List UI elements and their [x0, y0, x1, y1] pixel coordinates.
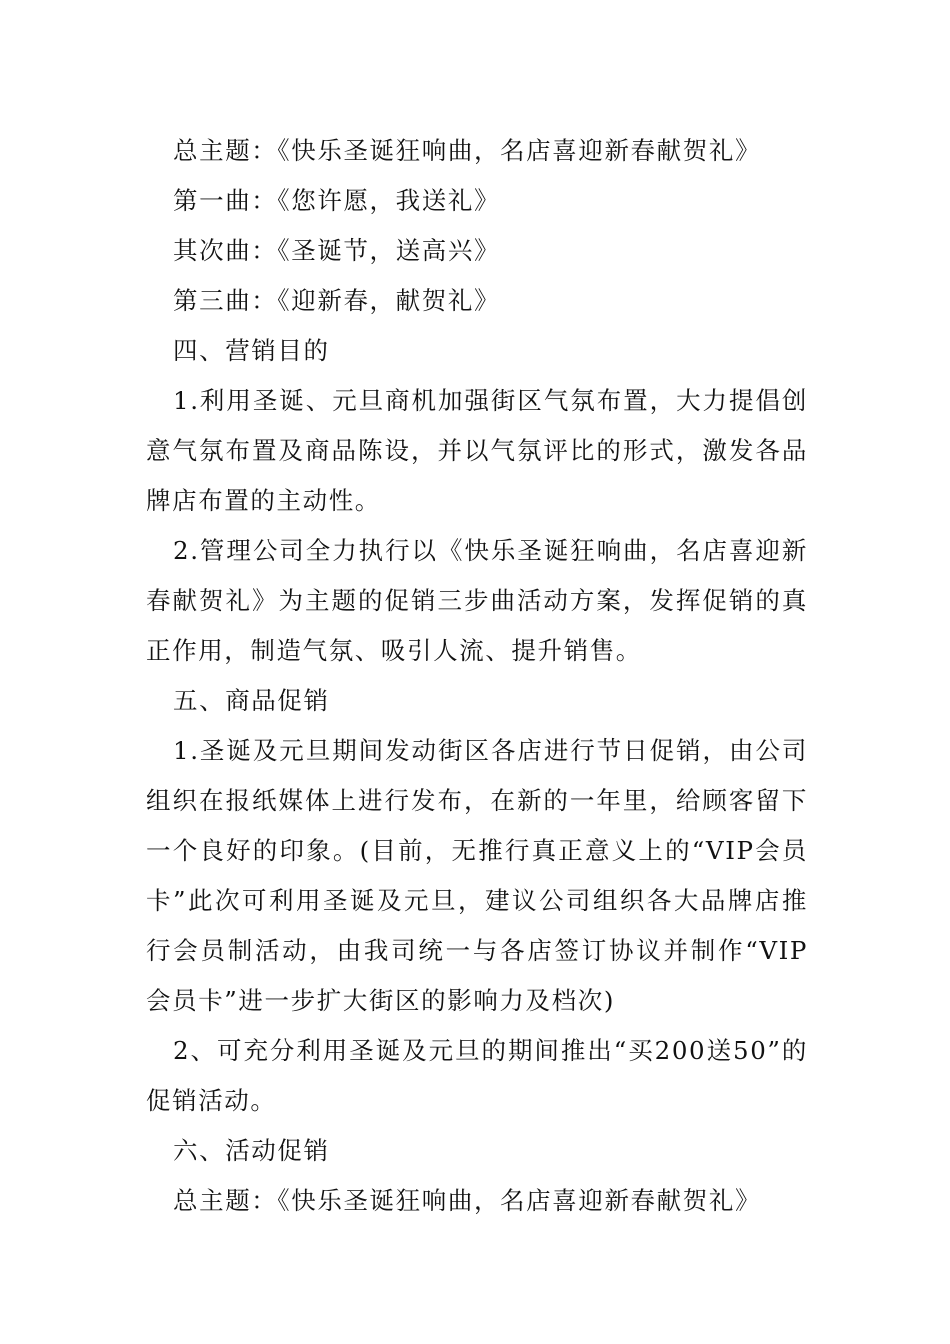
first-song-line: 第一曲：《您许愿，我送礼》: [173, 186, 501, 215]
product-promotion-paragraph-1: 1.圣诞及元旦期间发动街区各店进行节日促销，由公司组织在报纸媒体上进行发布，在新的一年里，给顾客留下一个良好的印象。(目前，无推行真正意义上的“VIP会员卡”此次可利用圣诞及元旦，建议公司组织各大品牌店推行会员制活动，由我司统一与各店签订协议并制作“VIP会员卡”进一步扩大街区的影响力及档次): [146, 736, 808, 1015]
document-body: [146, 126, 808, 1226]
section-heading-marketing-goals: 四、营销目的: [173, 336, 330, 365]
theme-line: 总主题：《快乐圣诞狂响曲，名店喜迎新春献贺礼》: [173, 136, 762, 165]
event-theme-line: 总主题：《快乐圣诞狂响曲，名店喜迎新春献贺礼》: [173, 1186, 762, 1215]
marketing-goal-paragraph-1: 1.利用圣诞、元旦商机加强街区气氛布置，大力提倡创意气氛布置及商品陈设，并以气氛评比的形式，激发各品牌店布置的主动性。: [146, 386, 808, 515]
third-song-line: 第三曲：《迎新春，献贺礼》: [173, 286, 501, 315]
section-heading-event-promotion: 六、活动促销: [173, 1136, 330, 1165]
section-heading-product-promotion: 五、商品促销: [173, 686, 330, 715]
product-promotion-paragraph-2: 2、可充分利用圣诞及元旦的期间推出“买200送50”的促销活动。: [146, 1036, 808, 1115]
marketing-goal-paragraph-2: 2.管理公司全力执行以《快乐圣诞狂响曲，名店喜迎新春献贺礼》为主题的促销三步曲活动方案，发挥促销的真正作用，制造气氛、吸引人流、提升销售。: [146, 536, 808, 665]
second-song-line: 其次曲：《圣诞节，送高兴》: [173, 236, 501, 265]
